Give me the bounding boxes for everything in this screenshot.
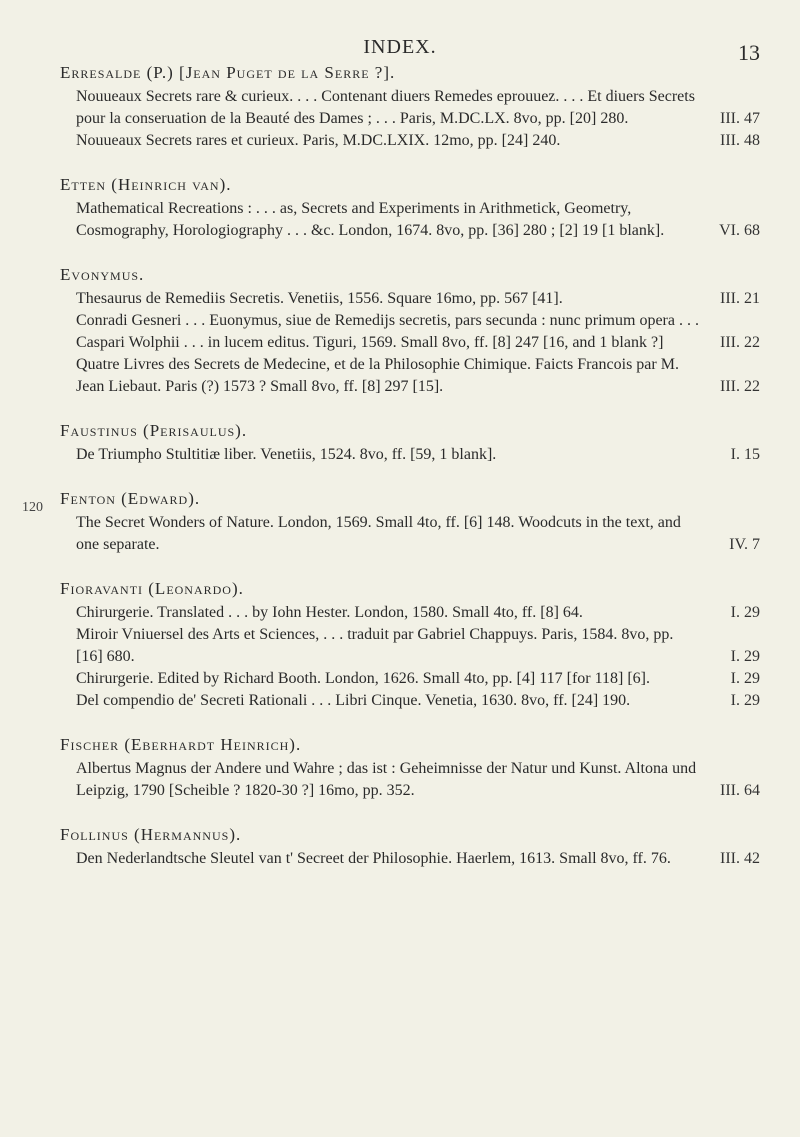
item-volume-ref: IV. 7 [729,536,760,553]
item-citation: Del compendio de' Secreti Rationali . . . Libri Cinque. Venetia, 1630. 8vo, ff. [24] 190. [76,692,631,709]
item-citation: Chirurgerie. Translated . . . by Iohn Hester. London, 1580. Small 4to, ff. [8] 64. [76,604,583,621]
entry-heading-text: Fenton (Edward). [60,489,201,508]
entry-heading [60,488,760,510]
entry-item [60,848,760,870]
page-number: 13 [738,40,760,65]
item-citation: De Triumpho Stultitiæ liber. Venetiis, 1524. 8vo, ff. [59, 1 blank]. [76,446,497,463]
item-volume-ref: VI. 68 [719,222,760,239]
entry-heading-text: Faustinus (Perisaulus). [60,421,248,440]
entry-heading [60,734,760,756]
entry-heading-text: Follinus (Hermannus). [60,825,242,844]
entry-heading-text: Etten (Heinrich van). [60,175,232,194]
entry-heading-text: Evonymus. [60,265,145,284]
entry-item [60,288,760,310]
item-citation: Quatre Livres des Secrets de Medecine, et de la Philosophie Chimique. Faicts Francois par M. Jean Liebaut. Paris (?) 1573 ? Small 8vo, ff. [8] 297 [15]. [76,356,679,395]
entry-heading [60,174,760,196]
margin-line-number: 120 [22,500,43,515]
running-head: INDEX. [363,36,437,58]
item-volume-ref: III. 64 [720,782,760,799]
entry-heading [60,578,760,600]
item-volume-ref: III. 21 [720,290,760,307]
index-entry [60,488,760,556]
index-entry [60,824,760,870]
index-entry [60,420,760,466]
entry-heading [60,264,760,286]
index-entry [60,734,760,802]
entry-item [60,310,760,354]
index-entry [60,62,760,152]
entry-heading [60,420,760,442]
item-citation: Miroir Vniuersel des Arts et Sciences, . . . traduit par Gabriel Chappuys. Paris, 1584. 8vo, pp. [16] 680. [76,626,674,665]
item-citation: Albertus Magnus der Andere und Wahre ; das ist : Geheimnisse der Natur und Kunst. Altona und Leipzig, 1790 [Scheible ? 1820-30 ?] 16mo, pp. 352. [76,760,697,799]
entry-item [60,198,760,242]
entry-heading-text: Fioravanti (Leonardo). [60,579,244,598]
item-volume-ref: III. 42 [720,850,760,867]
item-citation: Thesaurus de Remediis Secretis. Venetiis, 1556. Square 16mo, pp. 567 [41]. [76,290,563,307]
item-volume-ref: III. 22 [720,378,760,395]
entry-item [60,512,760,556]
index-entries [60,62,760,892]
entry-heading [60,62,760,84]
entry-item [60,624,760,668]
entry-item [60,444,760,466]
entry-item [60,602,760,624]
item-citation: Nouueaux Secrets rares et curieux. Paris, M.DC.LXIX. 12mo, pp. [24] 240. [76,132,561,149]
item-citation: Den Nederlandtsche Sleutel van t' Secreet der Philosophie. Haerlem, 1613. Small 8vo, ff. 76. [76,850,671,867]
item-citation: Mathematical Recreations : . . . as, Secrets and Experiments in Arithmetick, Geometry, Cosmography, Horologiography . . . &c. London, 1674. 8vo, pp. [36] 280 ; [2] 19 [1 blank]. [76,200,665,239]
index-entry [60,174,760,242]
entry-item [60,668,760,690]
item-citation: Chirurgerie. Edited by Richard Booth. London, 1626. Small 4to, pp. [4] 117 [for 118] [6]. [76,670,650,687]
entry-item [60,690,760,712]
item-volume-ref: III. 22 [720,334,760,351]
item-volume-ref: III. 48 [720,132,760,149]
item-volume-ref: I. 29 [730,604,760,621]
item-volume-ref: I. 29 [730,692,760,709]
item-volume-ref: I. 29 [730,670,760,687]
entry-heading-text: Fischer (Eberhardt Heinrich). [60,735,302,754]
item-citation: Nouueaux Secrets rare & curieux. . . . Contenant diuers Remedes eprouuez. . . . Et diuers Secrets pour la conseruation de la Beauté des Dames ; . . . Paris, M.DC.LX. 8vo, pp. [20] 280. [76,88,695,127]
index-entry [60,578,760,712]
entry-item [60,86,760,130]
entry-item [60,130,760,152]
index-entry [60,264,760,398]
entry-item [60,758,760,802]
entry-heading [60,824,760,846]
entry-item [60,354,760,398]
item-citation: The Secret Wonders of Nature. London, 1569. Small 4to, ff. [6] 148. Woodcuts in the text, and one separate. [76,514,681,553]
item-volume-ref: I. 29 [730,648,760,665]
item-citation: Conradi Gesneri . . . Euonymus, siue de Remedijs secretis, pars secunda : nunc primum opera . . . Caspari Wolphii . . . in lucem editus. Tiguri, 1569. Small 8vo, ff. [8] 247 [16, and 1 blank ?] [76,312,699,351]
item-volume-ref: III. 47 [720,110,760,127]
entry-heading-text: Erresalde (P.) [Jean Puget de la Serre ?]. [60,63,396,82]
item-volume-ref: I. 15 [730,446,760,463]
